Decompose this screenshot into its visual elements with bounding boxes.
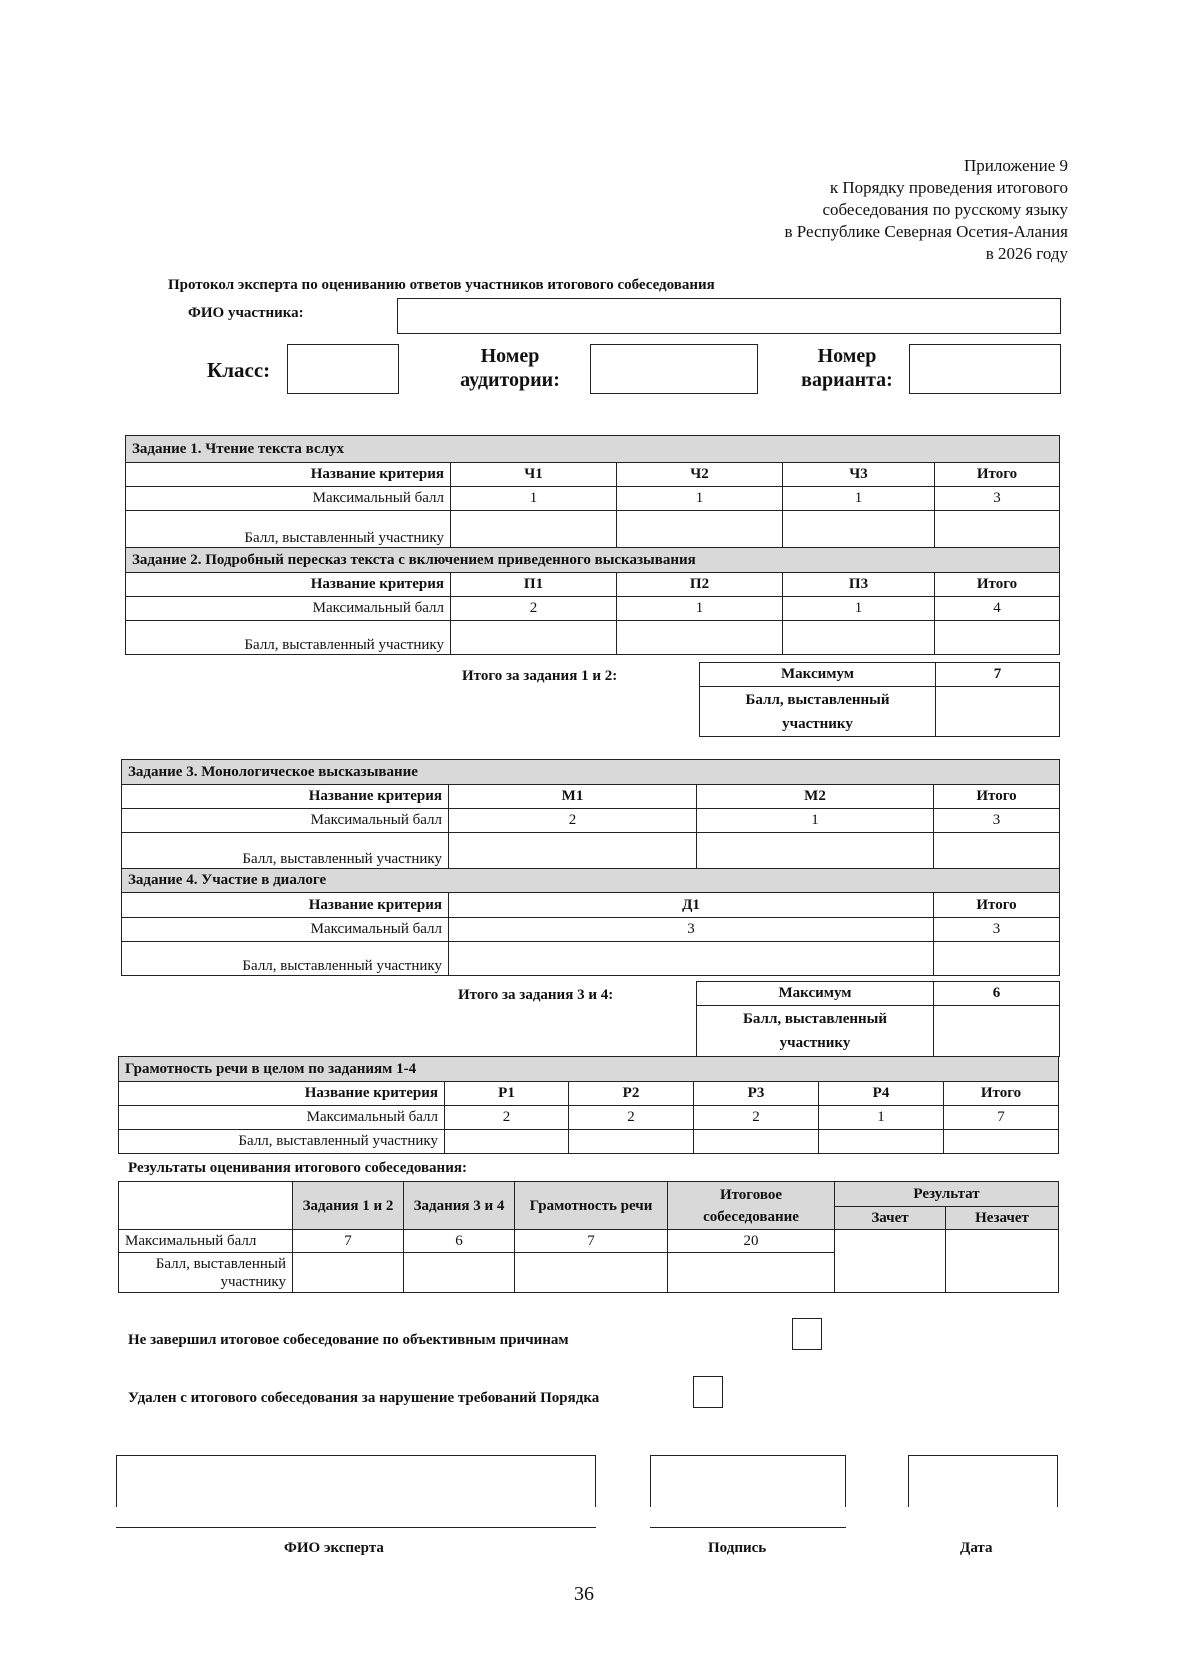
expert-name-field[interactable] <box>116 1455 596 1507</box>
max-ch1: 1 <box>451 487 617 511</box>
room-label-line-1: Номер <box>480 345 540 367</box>
signature-field[interactable] <box>650 1455 846 1507</box>
given-score-label: Балл, выставленный участнику <box>119 1130 445 1154</box>
results-max-label: Максимальный балл <box>119 1230 293 1253</box>
results-given-tasks34-cell[interactable] <box>404 1253 515 1293</box>
participant-label: ФИО участника: <box>188 305 304 321</box>
max-score-label: Максимальный балл <box>126 597 451 621</box>
given-r2-cell[interactable] <box>569 1130 694 1154</box>
annex-line-5: в 2026 году <box>985 244 1068 263</box>
sum34-max: 6 <box>934 982 1060 1006</box>
criterion-r3: Р3 <box>694 1082 819 1106</box>
protocol-title: Протокол эксперта по оцениванию ответов участников итогового собеседования <box>168 277 715 293</box>
maximum-label: Максимум <box>700 663 936 687</box>
room-label <box>455 344 565 392</box>
given-p3-cell[interactable] <box>783 621 935 655</box>
literacy-table <box>118 1056 1059 1154</box>
max-p1: 2 <box>451 597 617 621</box>
annex-line-1: Приложение 9 <box>964 156 1068 175</box>
not-completed-checkbox[interactable] <box>792 1318 822 1350</box>
max-ch2: 1 <box>617 487 783 511</box>
results-title: Результаты оценивания итогового собеседования: <box>128 1160 467 1176</box>
given-r1-cell[interactable] <box>445 1130 569 1154</box>
criterion-p3: П3 <box>783 573 935 597</box>
criterion-p1: П1 <box>451 573 617 597</box>
max-m2: 1 <box>697 809 934 833</box>
given-task2-total-cell[interactable] <box>935 621 1060 655</box>
results-given-tasks12-cell[interactable] <box>293 1253 404 1293</box>
given-line-1: Балл, выставленный <box>742 1011 888 1027</box>
removed-checkbox[interactable] <box>693 1376 723 1408</box>
criterion-name-label: Название критерия <box>122 893 449 918</box>
given-score-label: Балл, выставленный участнику <box>122 942 449 976</box>
signature-label: Подпись <box>708 1540 767 1556</box>
not-completed-label: Не завершил итоговое собеседование по объективным причинам <box>128 1332 569 1348</box>
criterion-m1: М1 <box>449 785 697 809</box>
signature-line <box>650 1527 846 1528</box>
task2-title: Задание 2. Подробный пересказ текста с включением приведенного высказывания <box>126 548 1060 573</box>
max-m1: 2 <box>449 809 697 833</box>
sum12-given-label <box>700 687 936 737</box>
given-ch2-cell[interactable] <box>617 511 783 548</box>
max-ch3: 1 <box>783 487 935 511</box>
given-r4-cell[interactable] <box>819 1130 944 1154</box>
sum12-max: 7 <box>936 663 1060 687</box>
given-d1-cell[interactable] <box>449 942 934 976</box>
results-given-literacy-cell[interactable] <box>515 1253 668 1293</box>
total-label: Итого <box>935 463 1060 487</box>
max-task2-total: 4 <box>935 597 1060 621</box>
annex-line-3: собеседования по русскому языку <box>822 200 1068 219</box>
expert-name-line <box>116 1527 596 1528</box>
criterion-name-label: Название критерия <box>126 463 451 487</box>
given-task3-total-cell[interactable] <box>934 833 1060 869</box>
sum12-given-cell[interactable] <box>936 687 1060 737</box>
given-p1-cell[interactable] <box>451 621 617 655</box>
total-label: Итого <box>935 573 1060 597</box>
given-line-2: участнику <box>779 1035 851 1051</box>
total-label: Итого <box>934 785 1060 809</box>
variant-field[interactable] <box>909 344 1061 394</box>
max-r1: 2 <box>445 1106 569 1130</box>
tasks-3-4-table <box>121 759 1060 976</box>
max-r3: 2 <box>694 1106 819 1130</box>
criterion-r4: Р4 <box>819 1082 944 1106</box>
results-col-fail: Незачет <box>946 1207 1059 1230</box>
results-col-final: Итоговое собеседование <box>668 1182 835 1230</box>
given-task4-total-cell[interactable] <box>934 942 1060 976</box>
max-score-label: Максимальный балл <box>122 918 449 942</box>
task4-title: Задание 4. Участие в диалоге <box>122 869 1060 893</box>
max-r4: 1 <box>819 1106 944 1130</box>
criterion-name-label: Название критерия <box>122 785 449 809</box>
given-score-label: Балл, выставленный участнику <box>126 621 451 655</box>
sum12-table <box>699 662 1060 737</box>
results-col-result: Результат <box>835 1182 1059 1207</box>
max-literacy-total: 7 <box>944 1106 1059 1130</box>
maximum-label: Максимум <box>697 982 934 1006</box>
class-label: Класс: <box>207 358 271 382</box>
results-max-literacy: 7 <box>515 1230 668 1253</box>
sum12-label: Итого за задания 1 и 2: <box>462 668 618 684</box>
criterion-name-label: Название критерия <box>119 1082 445 1106</box>
criterion-d1: Д1 <box>449 893 934 918</box>
results-col-literacy: Грамотность речи <box>515 1182 668 1230</box>
given-line-1: Балл, выставленный <box>745 691 890 708</box>
annex-header <box>784 155 1068 265</box>
max-task1-total: 3 <box>935 487 1060 511</box>
criterion-ch2: Ч2 <box>617 463 783 487</box>
task1-title: Задание 1. Чтение текста вслух <box>126 436 1060 463</box>
date-field[interactable] <box>908 1455 1058 1507</box>
removed-label: Удален с итогового собеседования за нарушение требований Порядка <box>128 1390 600 1406</box>
results-max-tasks12: 7 <box>293 1230 404 1253</box>
given-line-2: участнику <box>782 715 853 732</box>
given-p2-cell[interactable] <box>617 621 783 655</box>
results-col-tasks12: Задания 1 и 2 <box>293 1182 404 1230</box>
criterion-r2: Р2 <box>569 1082 694 1106</box>
given-r3-cell[interactable] <box>694 1130 819 1154</box>
criterion-r1: Р1 <box>445 1082 569 1106</box>
given-score-label: Балл, выставленный участнику <box>122 833 449 869</box>
criterion-ch3: Ч3 <box>783 463 935 487</box>
results-given-final-cell[interactable] <box>668 1253 835 1293</box>
participant-name-field[interactable] <box>397 298 1061 334</box>
max-p3: 1 <box>783 597 935 621</box>
sum34-label: Итого за задания 3 и 4: <box>458 987 614 1003</box>
criterion-m2: М2 <box>697 785 934 809</box>
room-field[interactable] <box>590 344 758 394</box>
given-m2-cell[interactable] <box>697 833 934 869</box>
literacy-title: Грамотность речи в целом по заданиям 1-4 <box>119 1057 1059 1082</box>
max-d1: 3 <box>449 918 934 942</box>
given-m1-cell[interactable] <box>449 833 697 869</box>
given-score-label: Балл, выставленный участнику <box>126 511 451 548</box>
max-score-label: Максимальный балл <box>126 487 451 511</box>
variant-label-line-2: варианта: <box>801 369 893 391</box>
results-max-final: 20 <box>668 1230 835 1253</box>
results-max-tasks34: 6 <box>404 1230 515 1253</box>
total-label: Итого <box>944 1082 1059 1106</box>
given-ch3-cell[interactable] <box>783 511 935 548</box>
variant-label <box>792 344 902 392</box>
given-ch1-cell[interactable] <box>451 511 617 548</box>
results-fail-cell[interactable] <box>946 1230 1059 1293</box>
results-given-label: Балл, выставленный участнику <box>119 1253 293 1293</box>
max-task3-total: 3 <box>934 809 1060 833</box>
results-table <box>118 1181 1059 1293</box>
sum34-given-cell[interactable] <box>934 1006 1060 1057</box>
max-score-label: Максимальный балл <box>119 1106 445 1130</box>
annex-line-4: в Республике Северная Осетия-Алания <box>784 222 1068 241</box>
sum34-given-label <box>697 1006 934 1057</box>
criterion-name-label: Название критерия <box>126 573 451 597</box>
max-r2: 2 <box>569 1106 694 1130</box>
criterion-ch1: Ч1 <box>451 463 617 487</box>
tasks-1-2-table <box>125 435 1060 655</box>
task3-title: Задание 3. Монологическое высказывание <box>122 760 1060 785</box>
results-corner <box>119 1182 293 1230</box>
results-col-pass: Зачет <box>835 1207 946 1230</box>
max-task4-total: 3 <box>934 918 1060 942</box>
room-label-line-2: аудитории: <box>460 369 560 391</box>
criterion-p2: П2 <box>617 573 783 597</box>
expert-name-label: ФИО эксперта <box>284 1540 384 1556</box>
sum34-table <box>696 981 1060 1057</box>
max-p2: 1 <box>617 597 783 621</box>
total-label: Итого <box>934 893 1060 918</box>
given-literacy-total-cell[interactable] <box>944 1130 1059 1154</box>
class-field[interactable] <box>287 344 399 394</box>
date-label: Дата <box>960 1540 993 1556</box>
results-col-tasks34: Задания 3 и 4 <box>404 1182 515 1230</box>
max-score-label: Максимальный балл <box>122 809 449 833</box>
given-task1-total-cell[interactable] <box>935 511 1060 548</box>
variant-label-line-1: Номер <box>817 345 877 367</box>
annex-line-2: к Порядку проведения итогового <box>829 178 1068 197</box>
page-number: 36 <box>574 1583 594 1605</box>
results-pass-cell[interactable] <box>835 1230 946 1293</box>
